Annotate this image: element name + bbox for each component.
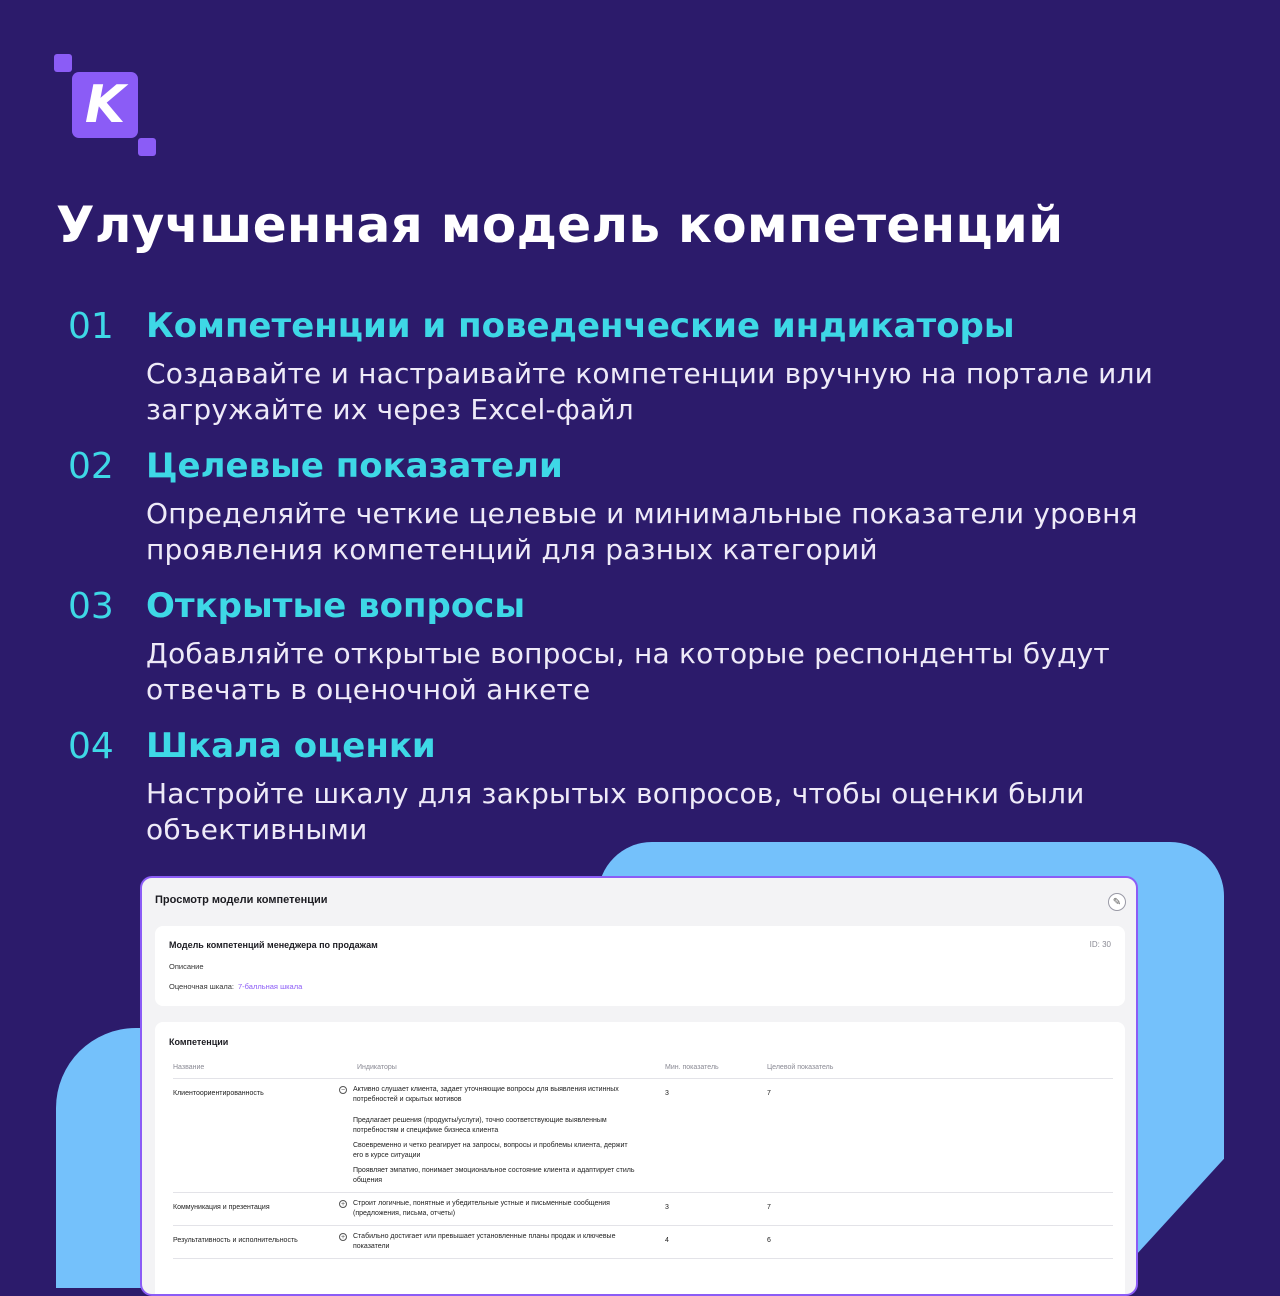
table-header — [173, 1064, 1113, 1078]
target-value: 7 — [767, 1204, 771, 1211]
feature-description: Создавайте и настраивайте компетенции вручную на портале или загружайте их через Excel-файл — [146, 357, 1154, 426]
feature-number: 03 — [68, 586, 114, 627]
row-divider — [173, 1078, 1113, 1079]
feature-number: 04 — [68, 726, 114, 767]
competency-model-window — [140, 876, 1138, 1296]
indicator-text: Своевременно и четко реагирует на запросы, вопросы и проблемы клиента, держит его в курсе ситуации — [353, 1142, 628, 1159]
feature-number: 02 — [68, 446, 114, 487]
scale-label: Оценочная шкала: — [169, 982, 234, 991]
model-id: ID: 30 — [1089, 940, 1111, 949]
column-header: Индикаторы — [357, 1064, 397, 1071]
feature-description: Добавляйте открытые вопросы, на которые респонденты будут отвечать в оценочной анкете — [146, 637, 1110, 706]
indicator-text: Строит логичные, понятные и убедительные устные и письменные сообщения (предложения, письма, отчеты) — [353, 1200, 610, 1217]
target-value: 6 — [767, 1237, 771, 1244]
edit-pencil-icon[interactable]: ✎ — [1108, 893, 1126, 911]
competency-name: Коммуникация и презентация — [173, 1204, 270, 1211]
indicator-item — [339, 1232, 639, 1252]
indicator-list — [339, 1085, 639, 1186]
model-info-panel — [155, 926, 1125, 1006]
logo-square-top-left — [54, 54, 72, 72]
indicator-item — [339, 1116, 639, 1136]
feature-title: Целевые показатели — [146, 446, 563, 486]
feature-title: Открытые вопросы — [146, 586, 526, 626]
column-header: Целевой показатель — [767, 1064, 834, 1071]
competency-name: Клиентоориентированность — [173, 1090, 264, 1097]
indicator-item — [339, 1141, 639, 1161]
column-header: Название — [173, 1064, 205, 1071]
feature-title: Компетенции и поведенческие индикаторы — [146, 306, 1015, 346]
feature-description: Настройте шкалу для закрытых вопросов, чтобы оценки были объективными — [146, 777, 1085, 846]
row-divider — [173, 1258, 1113, 1259]
target-value: 7 — [767, 1090, 771, 1097]
indicator-list — [339, 1232, 639, 1252]
description-label: Описание — [169, 962, 204, 971]
model-name: Модель компетенций менеджера по продажам — [169, 940, 378, 950]
feature-description: Определяйте четкие целевые и минимальные показатели уровня проявления компетенций для разных категорий — [146, 497, 1138, 566]
logo-k-icon: K — [72, 72, 138, 138]
feature-number: 01 — [68, 306, 114, 347]
indicator-text: Предлагает решения (продукты/услуги), точно соответствующие выявленным потребностям и специфике бизнеса клиента — [353, 1117, 607, 1134]
row-divider — [173, 1192, 1113, 1193]
scale-link[interactable]: 7-балльная шкала — [238, 982, 303, 991]
collapse-icon[interactable]: − — [340, 1087, 346, 1094]
column-header: Мин. показатель — [665, 1064, 719, 1071]
competencies-title: Компетенции — [169, 1037, 229, 1047]
competencies-panel — [155, 1022, 1125, 1296]
indicator-item — [339, 1166, 639, 1186]
brand-logo — [54, 54, 158, 158]
page-headline: Улучшенная модель компетенций — [56, 196, 1064, 254]
feature-title: Шкала оценки — [146, 726, 436, 766]
competency-name: Результативность и исполнительность — [173, 1237, 298, 1244]
indicator-text: Активно слушает клиента, задает уточняющие вопросы для выявления истинных потребностей и скрытых мотивов — [353, 1086, 619, 1103]
indicator-text: Стабильно достигает или превышает установленные планы продаж и ключевые показатели — [353, 1233, 616, 1250]
indicator-item — [339, 1199, 639, 1219]
min-value: 3 — [665, 1204, 669, 1211]
indicator-text: Проявляет эмпатию, понимает эмоциональное состояние клиента и адаптирует стиль общения — [353, 1167, 635, 1184]
scale-row — [169, 982, 302, 991]
expand-icon[interactable]: + — [340, 1201, 346, 1208]
min-value: 3 — [665, 1090, 669, 1097]
indicator-item — [339, 1085, 639, 1105]
row-divider — [173, 1225, 1113, 1226]
indicator-list — [339, 1199, 639, 1219]
logo-square-bottom-right — [138, 138, 156, 156]
expand-icon[interactable]: + — [340, 1234, 346, 1241]
window-title: Просмотр модели компетенции — [155, 894, 328, 906]
min-value: 4 — [665, 1237, 669, 1244]
